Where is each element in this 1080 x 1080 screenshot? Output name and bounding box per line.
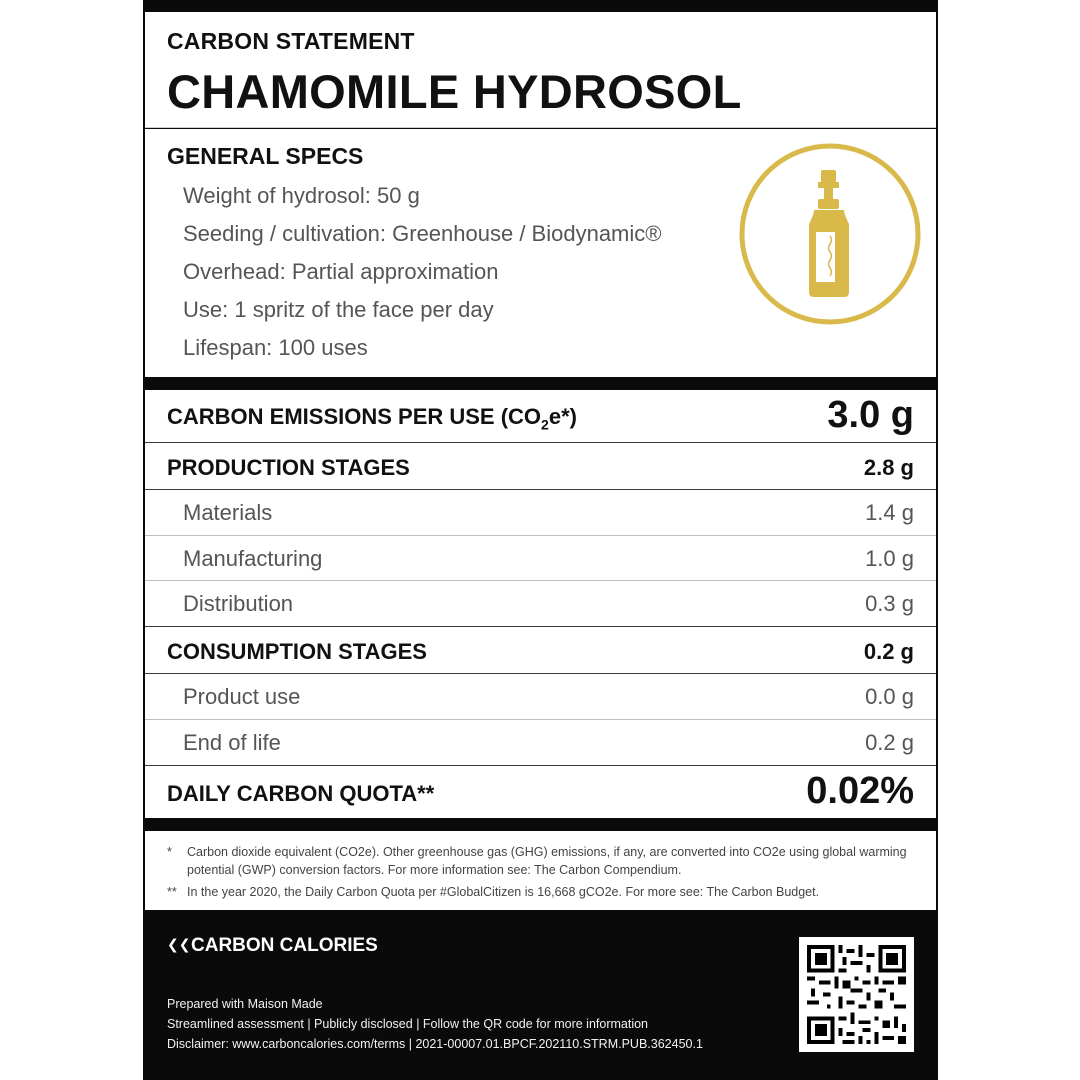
product-use-label: Product use [183, 684, 301, 709]
daily-quota-value: 0.02% [806, 770, 914, 812]
footnote-marker: ** [167, 885, 177, 899]
total-emissions-row [145, 390, 936, 443]
consumption-stages-value: 0.2 g [863, 639, 914, 664]
production-stages-value: 2.8 g [863, 455, 914, 480]
footnote-marker: * [167, 845, 172, 859]
total-emissions-value: 3.0 g [827, 394, 914, 436]
prepared-with-text: Prepared with Maison Made [167, 997, 323, 1011]
manufacturing-label: Manufacturing [183, 546, 323, 571]
end-of-life-value: 0.2 g [865, 730, 914, 755]
manufacturing-value: 1.0 g [865, 546, 914, 571]
table-row [145, 674, 936, 720]
carbon-label [143, 0, 938, 1080]
emissions-table [145, 390, 936, 818]
specs-heading: GENERAL SPECS [167, 143, 364, 169]
product-use-value: 0.0 g [865, 684, 914, 709]
footnote-text: Carbon dioxide equivalent (CO2e). Other greenhouse gas (GHG) emissions, if any, are converted into CO2e using global warming potential (GWP) conversion factors. For more information see: The Carbon Compendium. [187, 845, 907, 877]
table-row [145, 581, 936, 627]
distribution-label: Distribution [183, 591, 294, 616]
label-header [145, 12, 936, 128]
materials-label: Materials [183, 500, 273, 525]
end-of-life-label: End of life [183, 730, 281, 755]
consumption-stages-row [145, 627, 936, 674]
brand-logo [167, 935, 378, 957]
double-chevron-icon: ❮❮ [167, 936, 191, 952]
spec-lifespan: Lifespan: 100 uses [183, 335, 368, 360]
product-title: CHAMOMILE HYDROSOL [167, 65, 742, 118]
footnote-text: In the year 2020, the Daily Carbon Quota per #GlobalCitizen is 16,668 gCO2e. For more see: The Carbon Budget. [187, 885, 820, 899]
table-row [145, 720, 936, 766]
footnotes-section [145, 831, 936, 910]
spec-overhead: Overhead: Partial approximation [183, 259, 499, 284]
spec-use: Use: 1 spritz of the face per day [183, 297, 494, 322]
footnote-co2e [167, 843, 907, 879]
brand-name: CARBON CALORIES [191, 935, 378, 956]
footnote-quota [167, 883, 907, 901]
spec-cultivation: Seeding / cultivation: Greenhouse / Biodynamic® [183, 221, 662, 246]
table-row [145, 490, 936, 536]
spec-weight: Weight of hydrosol: 50 g [183, 183, 420, 208]
general-specs-section [145, 129, 936, 377]
production-stages-label: PRODUCTION STAGES [167, 455, 410, 480]
production-stages-row [145, 443, 936, 490]
total-emissions-label: CARBON EMISSIONS PER USE $(CO_2e*)$ [167, 404, 577, 433]
qr-code-icon[interactable] [799, 937, 914, 1052]
statement-kicker: CARBON STATEMENT [167, 28, 415, 54]
daily-quota-row [145, 766, 936, 818]
table-row [145, 536, 936, 581]
daily-quota-label: DAILY CARBON QUOTA** [167, 781, 435, 806]
disclaimer-link[interactable]: Disclaimer: www.carboncalories.com/terms | 2021-00007.01.BPCF.202110.STRM.PUB.362450.1 [167, 1037, 703, 1051]
distribution-value: 0.3 g [865, 591, 914, 616]
assessment-text: Streamlined assessment | Publicly disclosed | Follow the QR code for more information [167, 1017, 648, 1031]
consumption-stages-label: CONSUMPTION STAGES [167, 639, 427, 664]
spray-bottle-icon [738, 142, 922, 326]
materials-value: 1.4 g [865, 500, 914, 525]
